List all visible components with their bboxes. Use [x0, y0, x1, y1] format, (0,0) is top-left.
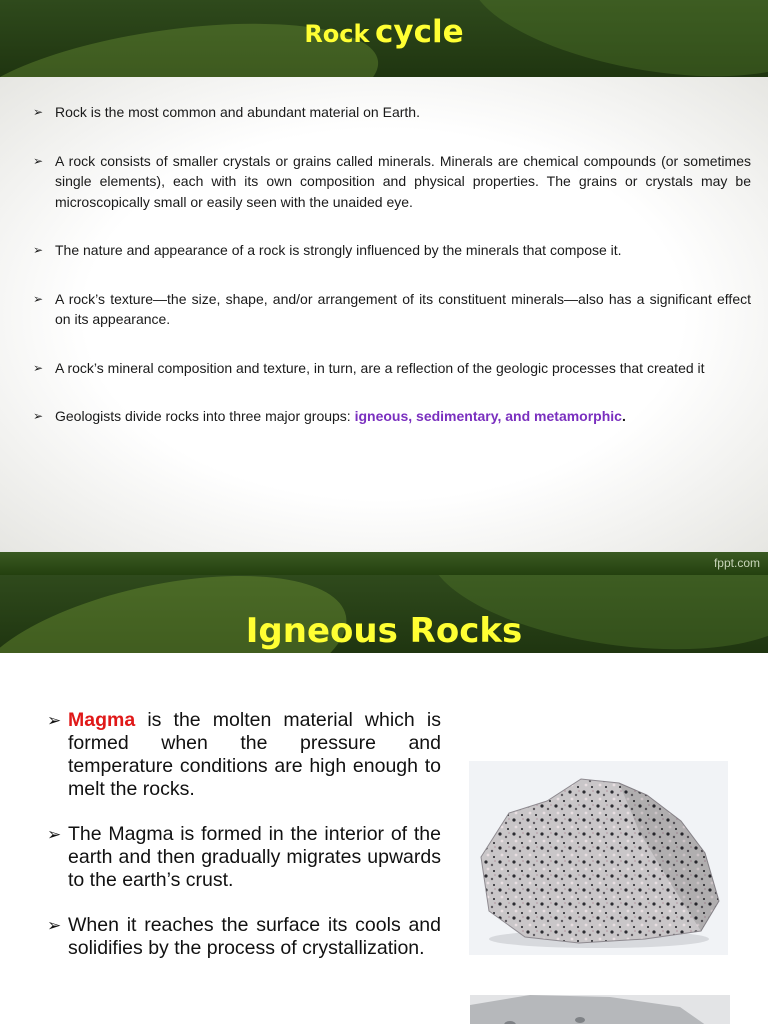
list-item: ➢ A rock’s texture—the size, shape, and/or arrangement of its constituent minerals—also has a significant effect on its appearance.	[33, 290, 751, 327]
arrow-bullet-icon: ➢	[33, 360, 44, 375]
magma-highlight: Magma	[68, 709, 136, 731]
rock-groups-highlight: igneous, sedimentary, and metamorphic	[354, 408, 622, 424]
slide2-bullet-list	[47, 709, 441, 982]
list-item: ➢ The nature and appearance of a rock is strongly influenced by the minerals that compose it.	[33, 240, 751, 261]
slide1-title	[0, 14, 768, 50]
slide2-header-banner	[0, 575, 768, 653]
arrow-bullet-icon: ➢	[33, 153, 44, 168]
list-item: ➢ Geologists divide rocks into three major groups: igneous, sedimentary, and metamorphic.	[33, 406, 751, 427]
arrow-bullet-icon: ➢	[33, 105, 44, 119]
arrow-bullet-icon: ➢	[33, 291, 44, 306]
arrow-bullet-icon: ➢	[47, 916, 62, 935]
list-item: ➢ A rock’s mineral composition and texture, in turn, are a reflection of the geologic processes that created it	[33, 358, 751, 379]
slide1-bullet-list	[33, 102, 751, 455]
slide-igneous-rocks	[0, 575, 768, 1024]
slide1-footer-bar	[0, 552, 768, 575]
footer-credit: fppt.com	[713, 556, 760, 570]
arrow-bullet-icon: ➢	[47, 825, 62, 844]
list-item: ➢ Rock is the most common and abundant material on Earth.	[33, 102, 751, 123]
list-item: ➢ When it reaches the surface its cools and solidifies by the process of crystallization.	[47, 914, 441, 959]
arrow-bullet-icon: ➢	[33, 409, 44, 423]
list-item: ➢ Magma is the molten material which is formed when the pressure and temperature conditions are high enough to melt the rocks.	[47, 709, 441, 800]
arrow-bullet-icon: ➢	[33, 243, 44, 257]
slide2-content	[0, 653, 768, 1024]
slide2-title: Igneous Rocks	[245, 611, 523, 651]
list-item: ➢ The Magma is formed in the interior of the earth and then gradually migrates upwards to the earth’s crust.	[47, 823, 441, 891]
list-item: ➢ A rock consists of smaller crystals or grains called minerals. Minerals are chemical compounds (or sometimes single elements), each with its own composition and physical properties. The grains or crystals may be microscopically small or easily seen with the unaided eye.	[33, 152, 751, 210]
granite-rock-image	[469, 761, 728, 955]
title-word-rock: Rock	[304, 20, 370, 48]
arrow-bullet-icon: ➢	[47, 711, 62, 730]
slide1-content	[0, 77, 768, 552]
pumice-rock-image	[470, 995, 730, 1024]
title-word-cycle: cycle	[375, 14, 464, 50]
slide1-header-banner	[0, 0, 768, 77]
